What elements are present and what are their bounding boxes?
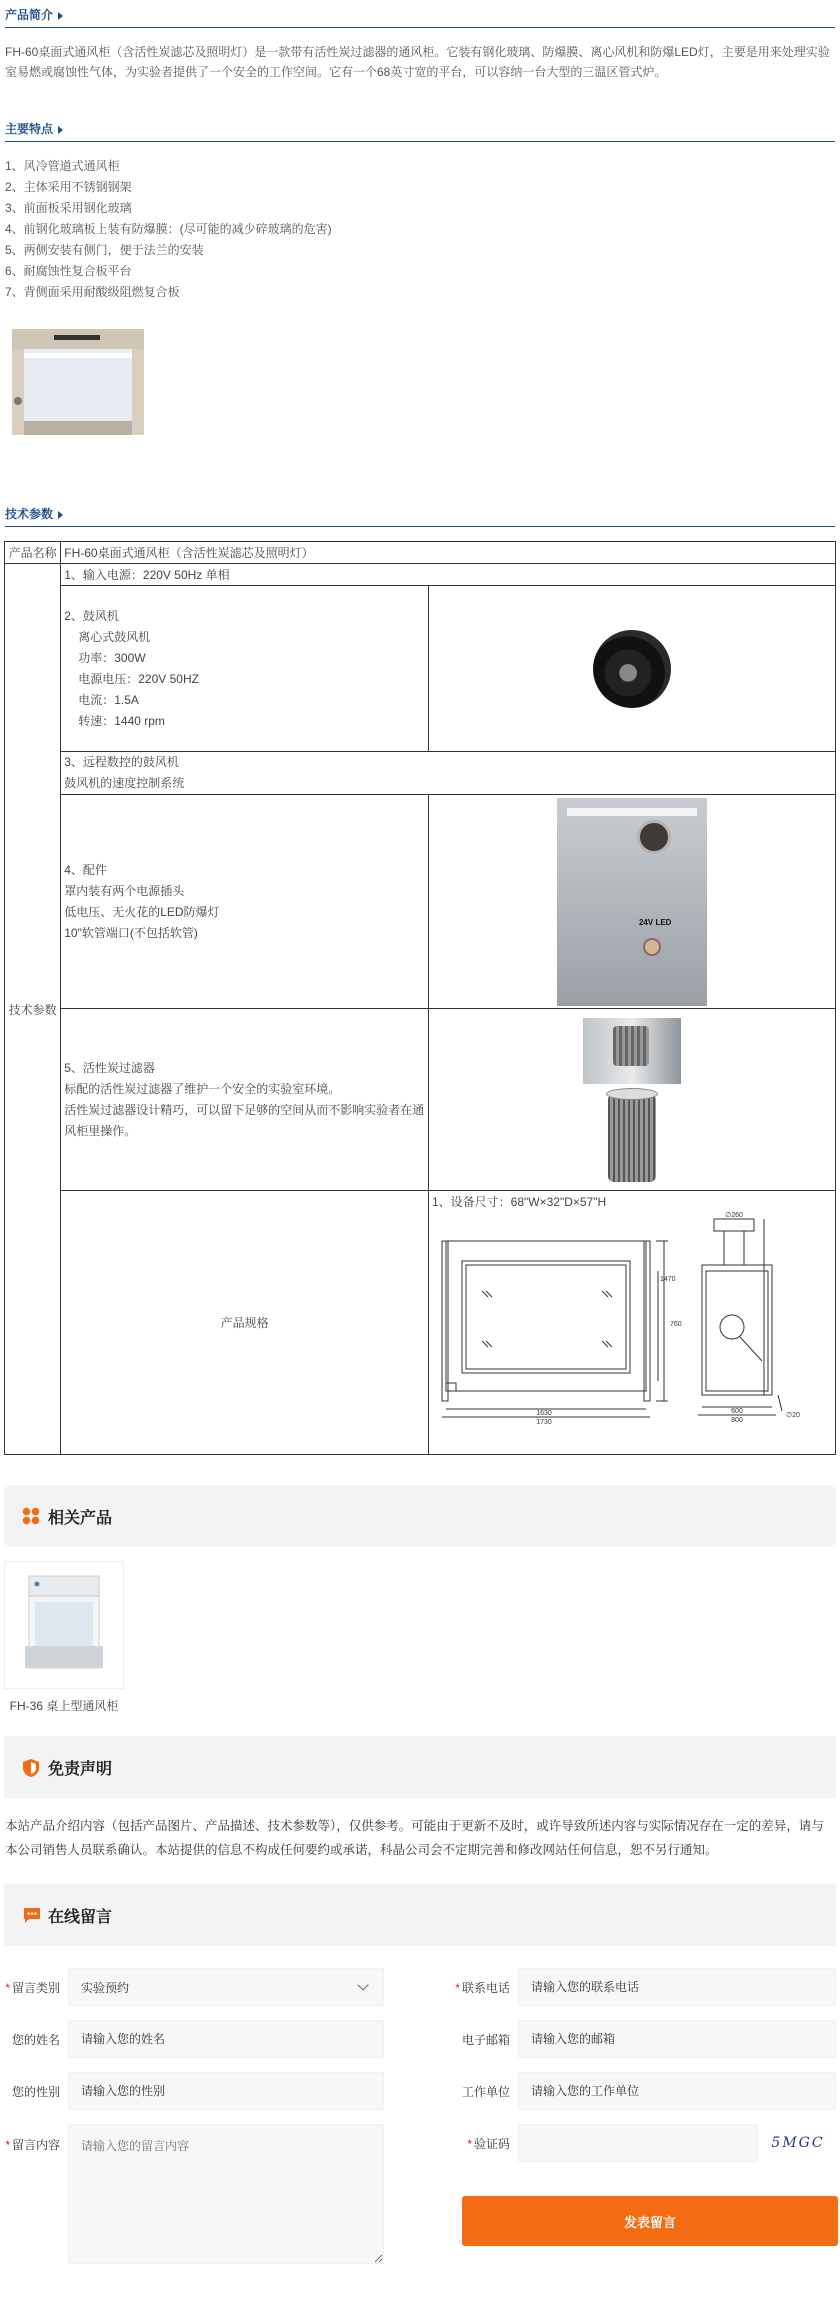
triangle-right-icon — [58, 12, 63, 20]
spec-filter: 5、活性炭过滤器 标配的活性炭过滤器了维护一个安全的实验室环境。 活性炭过滤器设计精巧，可以留下足够的空间从而不影响实验者在通风柜里操作。 — [61, 1009, 429, 1191]
intro-heading: 产品简介 — [5, 0, 835, 28]
list-item: 6、耐腐蚀性复合板平台 — [5, 264, 132, 278]
intro-text: FH-60桌面式通风柜（含活性炭滤芯及照明灯）是一款带有活性炭过滤器的通风柜。它装有钢化玻璃、防爆膜、离心风机和防爆LED灯，主要是用来处理实验室易燃或腐蚀性气体，为实验者提供了一个安全的工作空间。它有一个68英寸宽的平台，可以容纳一台大型的三温区管式炉。 — [5, 45, 830, 79]
form-heading: 在线留言 — [4, 1884, 836, 1946]
captcha-input[interactable] — [518, 2124, 758, 2162]
filter-photo — [428, 1009, 835, 1191]
fan-photo — [428, 586, 835, 752]
message-form — [0, 1956, 840, 2286]
features-list — [0, 142, 840, 303]
list-item: 7、背侧面采用耐酸级阻燃复合板 — [5, 285, 180, 299]
size-label: 产品规格 — [61, 1191, 429, 1455]
spec-table — [4, 541, 836, 1455]
svg-text:1630: 1630 — [536, 1410, 552, 1417]
name-label: 您的姓名 — [11, 2032, 60, 2047]
triangle-right-icon — [58, 126, 63, 134]
svg-text:∅20: ∅20 — [785, 1412, 800, 1419]
svg-text:760: 760 — [669, 1321, 682, 1328]
company-input[interactable] — [518, 2072, 836, 2110]
svg-text:∅260: ∅260 — [725, 1212, 743, 1219]
related-product-name[interactable]: FH-36 桌上型通风柜 — [9, 1699, 119, 1713]
name-input[interactable] — [68, 2020, 384, 2058]
related-product-card[interactable] — [4, 1561, 124, 1714]
company-label: 工作单位 — [461, 2084, 510, 2099]
svg-text:1470: 1470 — [659, 1276, 676, 1283]
category-label: * 留言类别 — [5, 1980, 60, 1995]
submit-button[interactable]: 发表留言 — [462, 2196, 838, 2246]
captcha-label: * 验证码 — [467, 2136, 510, 2151]
accessory-photo: 24V LED — [428, 795, 835, 1009]
disclaimer-heading: 免责声明 — [4, 1736, 836, 1798]
chat-bubble-icon — [22, 1906, 40, 1924]
product-name-label: 产品名称 — [5, 542, 61, 564]
disclaimer-text: 本站产品介绍内容（包括产品图片、产品描述、技术参数等），仅供参考。可能由于更新不及时，或许导致所述内容与实际情况存在一定的差异，请与本公司销售人员联系确认。本站提供的信息不构成任何要约或承诺，科晶公司会不定期完善和修改网站任何信息，恕不另行通知。 — [5, 1819, 824, 1857]
product-photo — [8, 327, 148, 437]
message-textarea[interactable] — [68, 2124, 384, 2264]
dimension-drawing — [432, 1211, 832, 1441]
spec-accessories: 4、配件 罩内装有两个电源插头 低电压、无火花的LED防爆灯 10"软管端口(不包括软管) — [61, 795, 429, 1009]
list-item: 5、两侧安装有侧门，便于法兰的安装 — [5, 243, 204, 257]
list-item: 2、主体采用不锈钢钢架 — [5, 180, 132, 194]
product-name-value: FH-60桌面式通风柜（含活性炭滤芯及照明灯） — [61, 542, 836, 564]
gender-input[interactable] — [68, 2072, 384, 2110]
list-item: 1、风冷管道式通风柜 — [5, 159, 120, 173]
triangle-right-icon — [58, 511, 63, 519]
related-heading: 相关产品 — [4, 1485, 836, 1547]
grid-icon — [22, 1507, 40, 1525]
phone-input[interactable] — [518, 1968, 836, 2006]
svg-text:800: 800 — [731, 1417, 743, 1424]
message-label: * 留言内容 — [5, 2138, 60, 2152]
captcha-image[interactable]: 5MGC — [771, 2135, 825, 2151]
spec-control: 3、远程数控的鼓风机 鼓风机的速度控制系统 — [61, 752, 836, 795]
svg-text:1730: 1730 — [536, 1419, 552, 1426]
spec-size: 1、设备尺寸：68"W×32"D×57"H 1630 1730 760 1470 ∅260 600 800 ∅20 — [428, 1191, 835, 1455]
features-heading: 主要特点 — [5, 114, 835, 142]
chevron-down-icon — [357, 1979, 368, 1990]
gender-label: 您的性别 — [11, 2084, 60, 2099]
svg-text:600: 600 — [731, 1408, 743, 1415]
tech-label: 技术参数 — [5, 564, 61, 1455]
list-item: 4、前钢化玻璃板上装有防爆膜：(尽可能的减少碎玻璃的危害) — [5, 222, 332, 236]
email-input[interactable] — [518, 2020, 836, 2058]
spec-power: 1、输入电源：220V 50Hz 单相 — [61, 564, 836, 586]
category-select[interactable]: 实验预约 — [68, 1968, 384, 2006]
email-label: 电子邮箱 — [461, 2032, 510, 2047]
spec-fan: 2、鼓风机 离心式鼓风机 功率：300W 电源电压：220V 50HZ 电流：1.5A 转速：1440 rpm — [61, 586, 429, 752]
phone-label: * 联系电话 — [455, 1980, 510, 1995]
related-product-image[interactable] — [4, 1561, 124, 1689]
specs-heading: 技术参数 — [5, 499, 835, 527]
list-item: 3、前面板采用钢化玻璃 — [5, 201, 132, 215]
shield-icon — [22, 1758, 40, 1776]
